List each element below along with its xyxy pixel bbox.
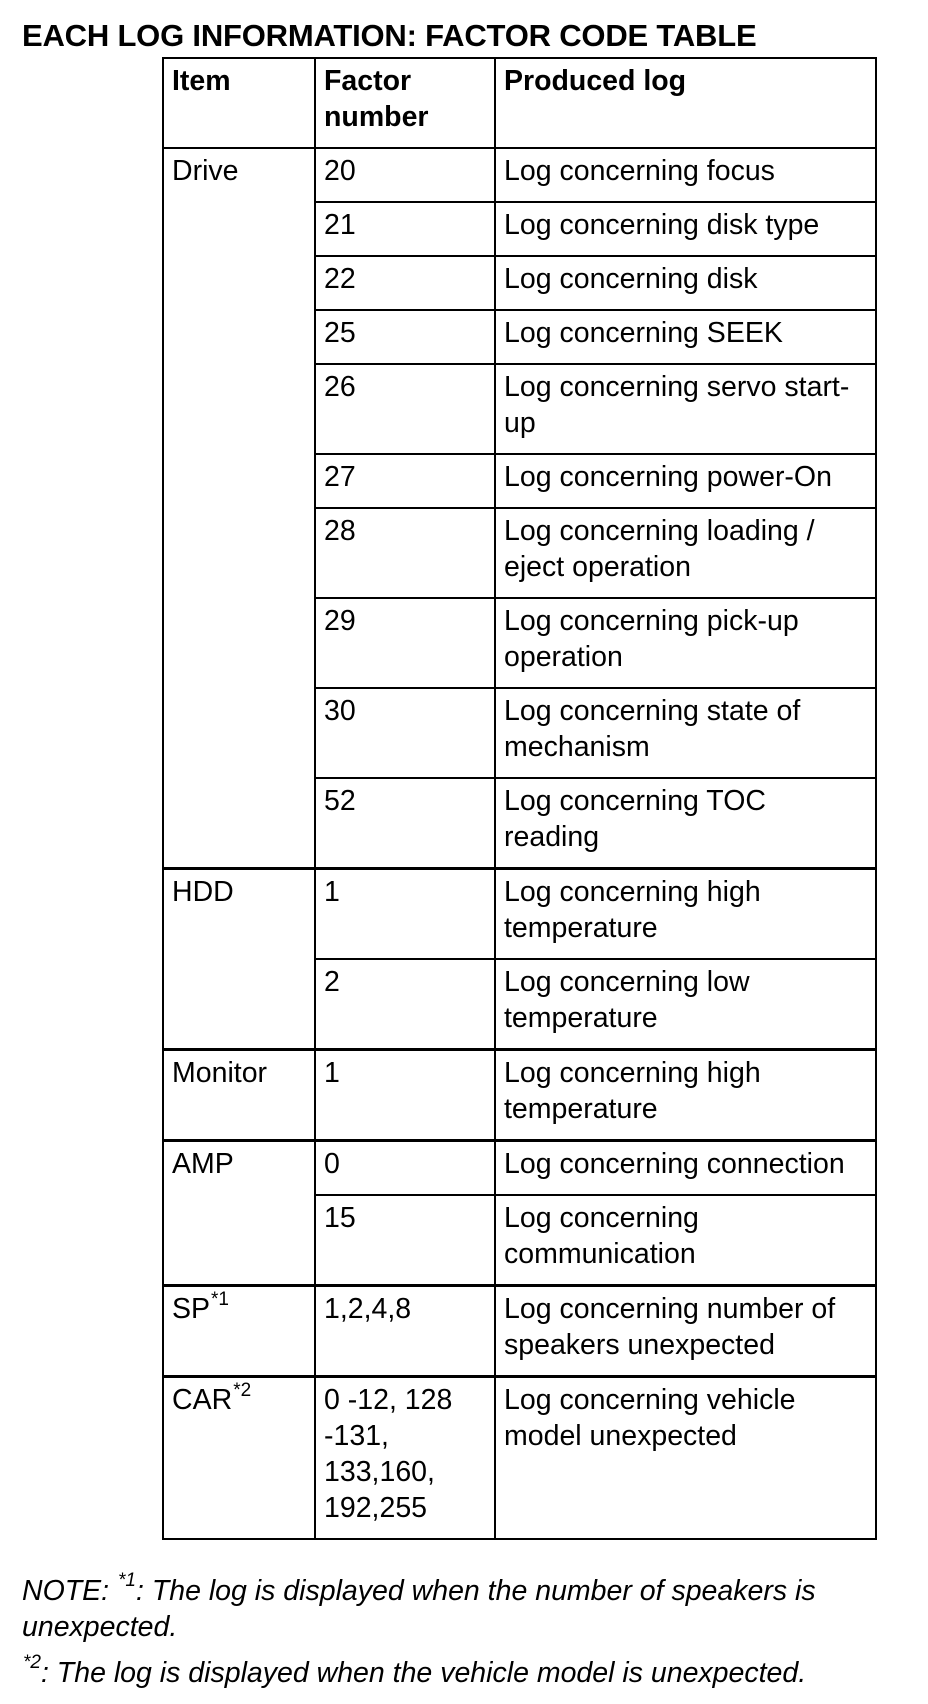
header-factor-number: Factor number	[315, 58, 495, 148]
factor-number-cell: 25	[315, 310, 495, 364]
item-cell	[163, 869, 315, 1050]
produced-log-cell: Log concerning high temperature	[495, 1050, 876, 1141]
factor-number-cell: 22	[315, 256, 495, 310]
item-cell	[163, 1286, 315, 1377]
produced-log-cell: Log concerning power-On	[495, 454, 876, 508]
produced-log-cell: Log concerning communication	[495, 1195, 876, 1286]
table-row	[163, 1286, 876, 1377]
page-title: EACH LOG INFORMATION: FACTOR CODE TABLE	[22, 18, 757, 53]
note-2-marker: *2	[23, 1652, 41, 1673]
item-cell	[163, 148, 315, 869]
table-row	[163, 1050, 876, 1141]
item-label: AMP	[172, 1148, 234, 1180]
produced-log-cell: Log concerning focus	[495, 148, 876, 202]
factor-number-cell: 2	[315, 959, 495, 1050]
produced-log-cell: Log concerning vehicle model unexpected	[495, 1377, 876, 1540]
factor-number-cell: 21	[315, 202, 495, 256]
factor-code-table	[162, 57, 877, 1540]
note-2	[22, 1652, 807, 1691]
table-body	[163, 148, 876, 1539]
factor-number-cell: 29	[315, 598, 495, 688]
factor-number-cell: 15	[315, 1195, 495, 1286]
header-produced-log: Produced log	[495, 58, 876, 148]
item-label: Drive	[172, 155, 239, 187]
table-row	[163, 148, 876, 202]
factor-number-cell: 1	[315, 869, 495, 960]
factor-number-cell: 30	[315, 688, 495, 778]
produced-log-cell: Log concerning loading / eject operation	[495, 508, 876, 598]
factor-number-cell: 0	[315, 1141, 495, 1196]
note-label: NOTE:	[22, 1575, 118, 1607]
produced-log-cell: Log concerning disk type	[495, 202, 876, 256]
produced-log-cell: Log concerning pick-up operation	[495, 598, 876, 688]
factor-number-cell: 28	[315, 508, 495, 598]
factor-number-cell: 1,2,4,8	[315, 1286, 495, 1377]
table-header-row	[163, 58, 876, 148]
note-1	[22, 1570, 816, 1609]
produced-log-cell: Log concerning disk	[495, 256, 876, 310]
factor-number-cell: 20	[315, 148, 495, 202]
table-row	[163, 1141, 876, 1196]
produced-log-cell: Log concerning high temperature	[495, 869, 876, 960]
factor-number-cell: 27	[315, 454, 495, 508]
factor-number-cell: 52	[315, 778, 495, 869]
item-cell	[163, 1141, 315, 1286]
table-row	[163, 869, 876, 960]
produced-log-cell: Log concerning TOC reading	[495, 778, 876, 869]
factor-number-cell: 26	[315, 364, 495, 454]
produced-log-cell: Log concerning number of speakers unexpected	[495, 1286, 876, 1377]
table-row	[163, 1377, 876, 1540]
produced-log-cell: Log concerning connection	[495, 1141, 876, 1196]
item-label: CAR	[172, 1384, 233, 1416]
item-cell	[163, 1050, 315, 1141]
produced-log-cell: Log concerning state of mechanism	[495, 688, 876, 778]
note-1-continuation: unexpected.	[22, 1611, 178, 1643]
header-item: Item	[163, 58, 315, 148]
produced-log-cell: Log concerning servo start-up	[495, 364, 876, 454]
note-1-text: : The log is displayed when the number of speakers is	[135, 1575, 816, 1607]
footnote-marker: *2	[233, 1380, 252, 1401]
item-label: SP	[172, 1293, 211, 1325]
item-label: HDD	[172, 876, 234, 908]
produced-log-cell: Log concerning SEEK	[495, 310, 876, 364]
note-2-text: : The log is displayed when the vehicle model is unexpected.	[40, 1657, 807, 1689]
item-cell	[163, 1377, 315, 1540]
footnote-marker: *1	[211, 1289, 229, 1310]
produced-log-cell: Log concerning low temperature	[495, 959, 876, 1050]
item-label: Monitor	[172, 1057, 268, 1089]
factor-number-cell: 0 -12, 128 -131, 133,160, 192,255	[315, 1377, 495, 1540]
factor-number-cell: 1	[315, 1050, 495, 1141]
note-1-marker: *1	[118, 1570, 136, 1591]
